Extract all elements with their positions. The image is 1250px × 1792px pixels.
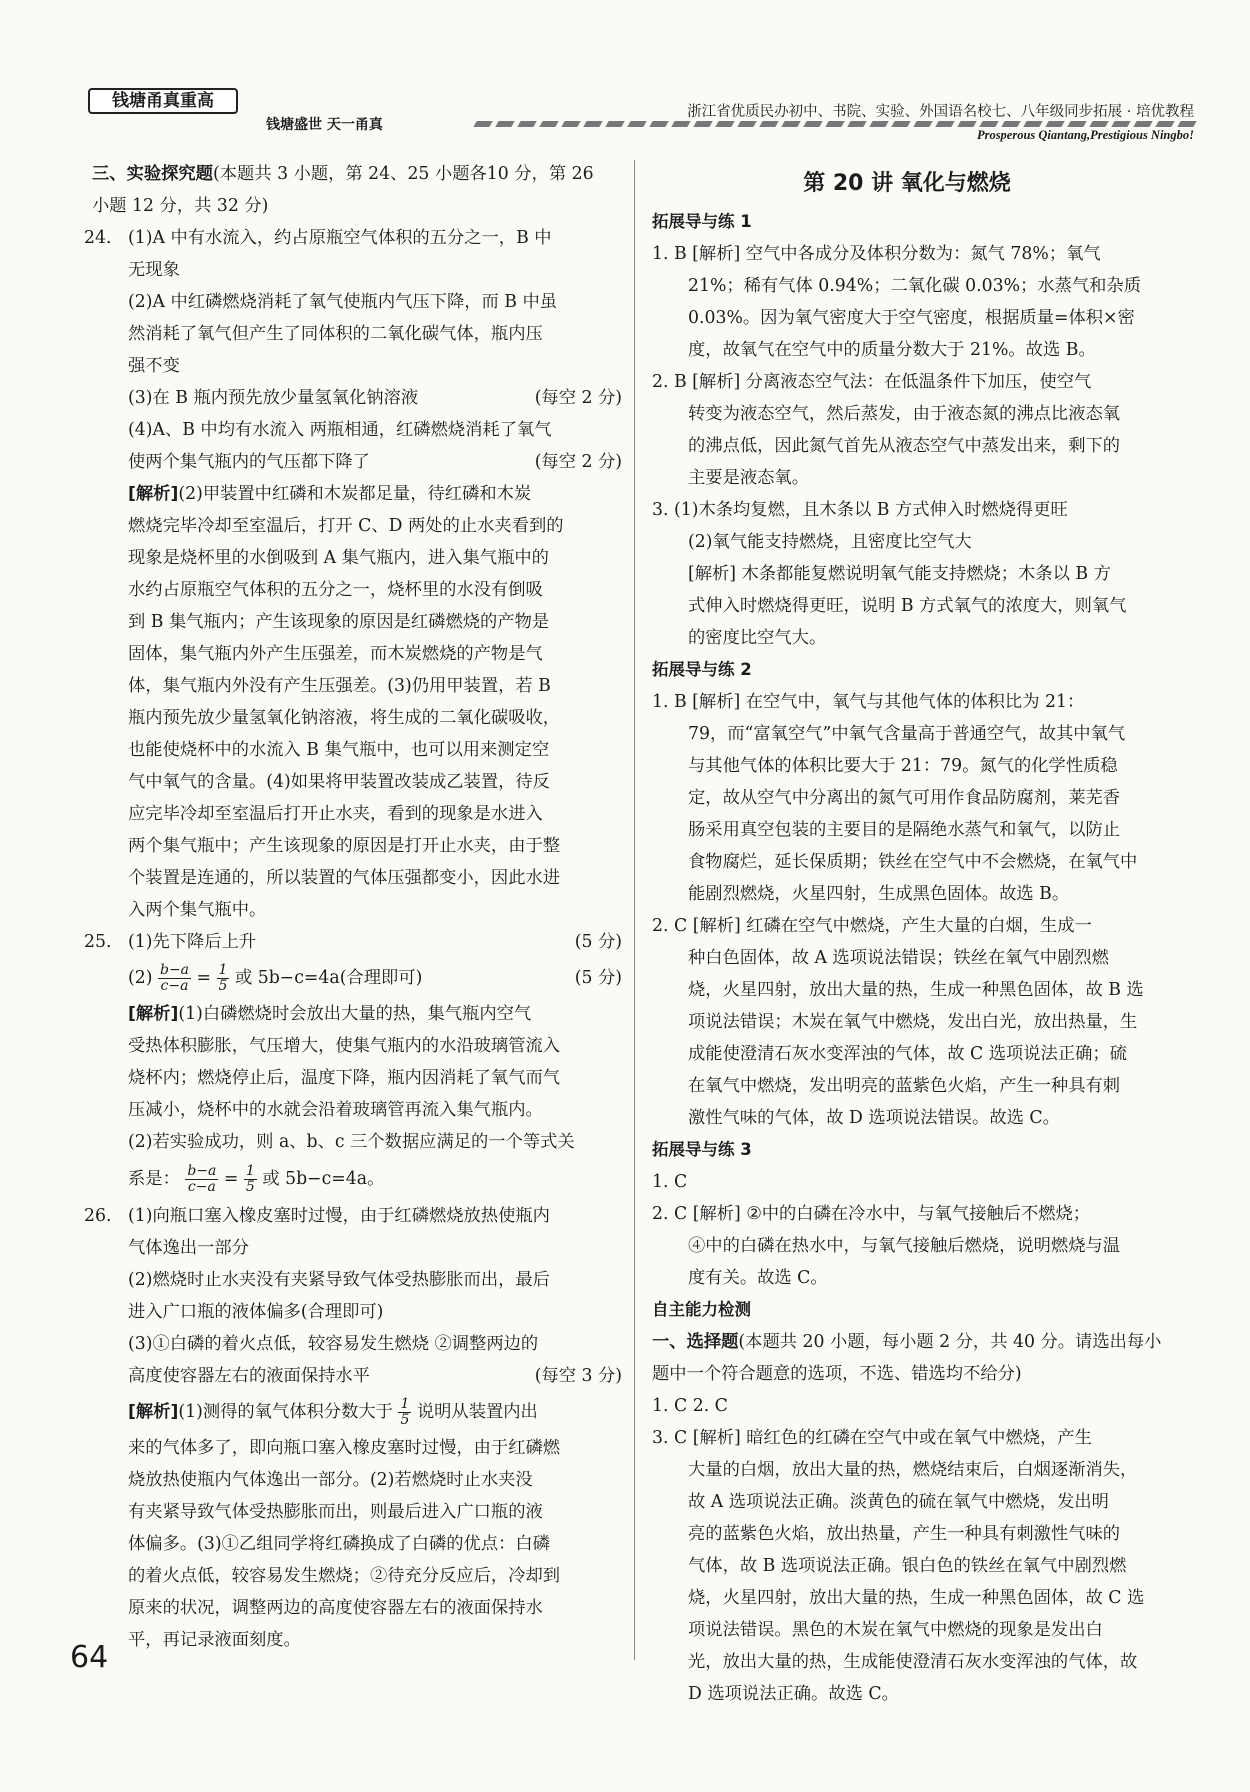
- answer-line: 烧，火星四射，放出大量的热，生成一种黑色固体，故 C 选: [688, 1588, 1145, 1608]
- analysis-line: 压减小，烧杯中的水就会沿着玻璃管再流入集气瓶内。: [128, 1100, 543, 1120]
- answer-line: 在氧气中燃烧，发出明亮的蓝紫色火焰，产生一种具有刺: [688, 1076, 1121, 1096]
- answer-line: 故 A 选项说法正确。淡黄色的硫在氧气中燃烧，发出明: [688, 1492, 1109, 1512]
- column-divider: [634, 160, 635, 1660]
- analysis-line: [解析] 木条都能复燃说明氧气能支持燃烧；木条以 B 方: [688, 564, 1111, 584]
- mc-note: 题中一个符合题意的选项，不选、错选均不给分): [652, 1364, 1022, 1384]
- answer-line: 1. B [解析] 在空气中，氧气与其他气体的体积比为 21：: [652, 692, 1085, 712]
- score-note: (5 分): [574, 932, 622, 952]
- answer-line: 主要是液态氧。: [688, 468, 809, 488]
- analysis-line: 系是： $\frac{b-a}{c-a}$ = $\frac{1}{5}$ 或 5b−c=4a。: [128, 1163, 385, 1195]
- analysis-line: 应完毕冷却至室温后打开止水夹，看到的现象是水进入: [128, 804, 543, 824]
- answer-line: 项说法错误；木炭在氧气中燃烧，发出白光，放出热量，生: [688, 1012, 1138, 1032]
- analysis-line: 的着火点低，较容易发生燃烧；②待充分反应后，冷却到: [128, 1566, 561, 1586]
- answer-line: 烧，火星四射，放出大量的热，生成一种黑色固体，故 B 选: [688, 980, 1144, 1000]
- answer-line: (1)向瓶口塞入橡皮塞时过慢，由于红磷燃烧放热使瓶内: [128, 1206, 550, 1226]
- analysis-line: [解析](2)甲装置中红磷和木炭都足量，待红磷和木炭: [128, 484, 532, 504]
- analysis-tag: [解析]: [128, 1402, 179, 1422]
- question-number: 25.: [84, 932, 112, 952]
- question-24: [84, 222, 622, 926]
- answer-line: 与其他气体的体积比要大于 21：79。氮气的化学性质稳: [688, 756, 1118, 776]
- answer-line: 进入广口瓶的液体偏多(合理即可): [128, 1302, 384, 1322]
- analysis-tag: [解析]: [128, 1004, 179, 1024]
- answer-line: (1)A 中有水流入，约占原瓶空气体积的五分之一，B 中: [128, 228, 552, 248]
- header-dashes: [473, 121, 1196, 127]
- question-25: [84, 926, 622, 1200]
- answer-line: 使两个集气瓶内的气压都下降了 (每空 2 分): [92, 446, 622, 478]
- analysis-line: 气中氧气的含量。(4)如果将甲装置改装成乙装置，待反: [128, 772, 550, 792]
- analysis-line: 平，再记录液面刻度。: [128, 1630, 301, 1650]
- analysis-line: 烧放热使瓶内气体逸出一部分。(2)若燃烧时止水夹没: [128, 1470, 533, 1490]
- answer-line: 度，故氧气在空气中的质量分数大于 21%。故选 B。: [688, 340, 1096, 360]
- analysis-line: 两个集气瓶中；产生该现象的原因是打开止水夹，由于整: [128, 836, 561, 856]
- answer-line: 亮的蓝紫色火焰，放出热量，产生一种具有刺激性气味的: [688, 1524, 1121, 1544]
- answer-line: 2. C [解析] 红磷在空气中燃烧，产生大量的白烟，生成一: [652, 916, 1092, 936]
- score-note: (每空 2 分): [534, 388, 622, 408]
- analysis-line: 式伸入时燃烧得更旺，说明 B 方式氧气的浓度大，则氧气: [688, 596, 1127, 616]
- answer-line: (2)氧气能支持燃烧，且密度比空气大: [688, 532, 972, 552]
- series-logo: 钱塘甬真重高: [88, 88, 238, 114]
- left-column: [84, 158, 622, 1656]
- answer-line: 成能使澄清石灰水变浑浊的气体，故 C 选项说法正确；硫: [688, 1044, 1127, 1064]
- answer-line: 种白色固体，故 A 选项说法错误；铁丝在氧气中剧烈燃: [688, 948, 1109, 968]
- answer-line: 1. C 2. C: [652, 1396, 728, 1416]
- question-number: 24.: [84, 228, 112, 248]
- analysis-line: 固体，集气瓶内外产生压强差，而木炭燃烧的产物是气: [128, 644, 543, 664]
- answer-line: 1. C: [652, 1172, 688, 1192]
- header-slogan: 钱塘盛世 天一甬真: [266, 117, 383, 133]
- analysis-line: 的密度比空气大。: [688, 628, 827, 648]
- score-note: (5 分): [574, 968, 622, 988]
- analysis-line: 烧杯内；燃烧停止后，温度下降，瓶内因消耗了氧气而气: [128, 1068, 561, 1088]
- self-check-heading: 自主能力检测: [652, 1300, 751, 1319]
- analysis-line: 入两个集气瓶中。: [128, 900, 267, 920]
- answer-line: 然消耗了氧气但产生了同体积的二氧化碳气体，瓶内压: [128, 324, 543, 344]
- analysis-line: 有夹紧导致气体受热膨胀而出，则最后进入广口瓶的液: [128, 1502, 543, 1522]
- header-series-title: 浙江省优质民办初中、书院、实验、外国语名校七、八年级同步拓展 · 培优教程: [687, 104, 1194, 120]
- fraction: $\frac{b-a}{c-a}$: [159, 962, 190, 994]
- analysis-line: 现象是烧杯里的水倒吸到 A 集气瓶内，进入集气瓶中的: [128, 548, 549, 568]
- answer-line: 强不变: [128, 356, 180, 376]
- answer-line: ④中的白磷在热水中，与氧气接触后燃烧，说明燃烧与温: [688, 1236, 1121, 1256]
- analysis-line: 来的气体多了，即向瓶口塞入橡皮塞时过慢，由于红磷燃: [128, 1438, 561, 1458]
- answer-line: 3. C [解析] 暗红色的红磷在空气中或在氧气中燃烧，产生: [652, 1428, 1092, 1448]
- fraction: $\frac{1}{5}$: [218, 962, 228, 994]
- analysis-line: 体，集气瓶内外没有产生压强差。(3)仍用甲装置，若 B: [128, 676, 551, 696]
- answer-line: 1. B [解析] 空气中各成分及体积分数为：氮气 78%；氧气: [652, 244, 1101, 264]
- answer-line: 食物腐烂，延长保质期；铁丝在空气中不会燃烧，在氧气中: [688, 852, 1138, 872]
- answer-line: 3. (1)木条均复燃，且木条以 B 方式伸入时燃烧得更旺: [652, 500, 1068, 520]
- answer-line: 肠采用真空包装的主要目的是隔绝水蒸气和氧气，以防止: [688, 820, 1121, 840]
- answer-line: 的沸点低，因此氮气首先从液态空气中蒸发出来，剩下的: [688, 436, 1121, 456]
- header-english-slogan: Prosperous Qiantang,Prestigious Ningbo!: [976, 128, 1194, 142]
- analysis-line: 原来的状况，调整两边的高度使容器左右的液面保持水: [128, 1598, 543, 1618]
- answer-line: 能剧烈燃烧，火星四射，生成黑色固体。故选 B。: [688, 884, 1070, 904]
- answer-line: 79，而“富氧空气”中氧气含量高于普通空气，故其中氧气: [688, 724, 1126, 744]
- section-note: 小题 12 分，共 32 分): [92, 196, 269, 216]
- analysis-line: 到 B 集气瓶内；产生该现象的原因是红磷燃烧的产物是: [128, 612, 550, 632]
- analysis-line: [解析](1)测得的氧气体积分数大于 $\frac{1}{5}$ 说明从装置内出: [128, 1396, 538, 1428]
- page-number: 64: [70, 1640, 109, 1675]
- answer-line: 转变为液态空气，然后蒸发，由于液态氮的沸点比液态氧: [688, 404, 1121, 424]
- score-note: (每空 2 分): [534, 452, 622, 472]
- analysis-line: 水约占原瓶空气体积的五分之一，烧杯里的水没有倒吸: [128, 580, 543, 600]
- fraction: $\frac{1}{5}$: [400, 1396, 410, 1428]
- answer-line: 气体逸出一部分: [128, 1238, 249, 1258]
- answer-line: 项说法错误。黑色的木炭在氧气中燃烧的现象是发出白: [688, 1620, 1103, 1640]
- answer-line: (3)在 B 瓶内预先放少量氢氧化钠溶液 (每空 2 分): [92, 382, 622, 414]
- practice-heading-2: 拓展导与练 2: [652, 660, 752, 679]
- analysis-line: 瓶内预先放少量氢氧化钠溶液，将生成的二氧化碳吸收，: [128, 708, 561, 728]
- answer-line: 无现象: [128, 260, 180, 280]
- analysis-line: 燃烧完毕冷却至室温后，打开 C、D 两处的止水夹看到的: [128, 516, 564, 536]
- score-note: (每空 3 分): [534, 1366, 622, 1386]
- question-26: [84, 1200, 622, 1656]
- answer-line: 0.03%。因为氧气密度大于空气密度，根据质量=体积×密: [688, 308, 1135, 328]
- analysis-line: 体偏多。(3)①乙组同学将红磷换成了白磷的优点：白磷: [128, 1534, 550, 1554]
- analysis-line: [解析](1)白磷燃烧时会放出大量的热，集气瓶内空气: [128, 1004, 532, 1024]
- analysis-line: 个装置是连通的，所以装置的气体压强都变小，因此水进: [128, 868, 561, 888]
- answer-line: 21%；稀有气体 0.94%；二氧化碳 0.03%；水蒸气和杂质: [688, 276, 1141, 296]
- answer-line: D 选项说法正确。故选 C。: [688, 1684, 899, 1704]
- answer-line: 气体，故 B 选项说法正确。银白色的铁丝在氧气中剧烈燃: [688, 1556, 1127, 1576]
- lecture-title: 第 20 讲 氧化与燃烧: [803, 171, 1011, 196]
- answer-line: 2. C [解析] ②中的白磷在冷水中，与氧气接触后不燃烧；: [652, 1204, 1091, 1224]
- answer-line: 2. B [解析] 分离液态空气法：在低温条件下加压，使空气: [652, 372, 1092, 392]
- answer-line: (4)A、B 中均有水流入 两瓶相通，红磷燃烧消耗了氧气: [128, 420, 552, 440]
- practice-heading-1: 拓展导与练 1: [652, 212, 752, 231]
- fraction: $\frac{1}{5}$: [245, 1163, 255, 1195]
- fraction: $\frac{b-a}{c-a}$: [187, 1163, 217, 1195]
- answer-line: (2)燃烧时止水夹没有夹紧导致气体受热膨胀而出，最后: [128, 1270, 550, 1290]
- right-column: [652, 158, 1162, 1710]
- mc-heading: 一、选择题(本题共 20 小题，每小题 2 分，共 40 分。请选出每小: [652, 1332, 1162, 1352]
- analysis-line: 也能使烧杯中的水流入 B 集气瓶中，也可以用来测定空: [128, 740, 550, 760]
- question-number: 26.: [84, 1206, 112, 1226]
- answer-line: (2)A 中红磷燃烧消耗了氧气使瓶内气压下降，而 B 中虽: [128, 292, 558, 312]
- answer-line: (1)先下降后上升 (5 分): [92, 926, 622, 958]
- analysis-line: (2)若实验成功，则 a、b、c 三个数据应满足的一个等式关: [128, 1132, 575, 1152]
- answer-line: 度有关。故选 C。: [688, 1268, 828, 1288]
- answer-line: (3)①白磷的着火点低，较容易发生燃烧 ②调整两边的: [128, 1334, 539, 1354]
- answer-line: 激性气味的气体，故 D 选项说法错误。故选 C。: [688, 1108, 1060, 1128]
- answer-line: (2) $\frac{b-a}{c-a}$ = $\frac{1}{5}$ 或 5b−c=4a(合理即可) (5 分): [92, 958, 622, 998]
- section-heading: 三、实验探究题(本题共 3 小题，第 24、25 小题各10 分，第 26: [92, 164, 594, 184]
- answer-line: 光，放出大量的热，生成能使澄清石灰水变浑浊的气体，故: [688, 1652, 1138, 1672]
- analysis-tag: [解析]: [128, 484, 179, 504]
- answer-line: 定，故从空气中分离出的氮气可用作食品防腐剂，莱芜香: [688, 788, 1121, 808]
- analysis-line: 受热体积膨胀，气压增大，使集气瓶内的水沿玻璃管流入: [128, 1036, 561, 1056]
- practice-heading-3: 拓展导与练 3: [652, 1140, 752, 1159]
- answer-line: 大量的白烟，放出大量的热，燃烧结束后，白烟逐渐消失，: [688, 1460, 1138, 1480]
- answer-line: 高度使容器左右的液面保持水平 (每空 3 分): [92, 1360, 622, 1392]
